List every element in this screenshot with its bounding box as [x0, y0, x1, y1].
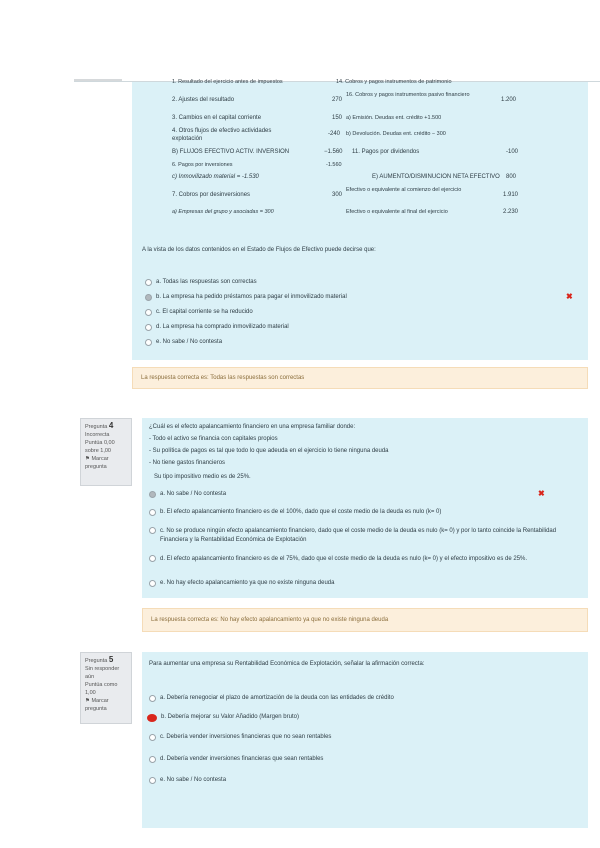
table-cell: 150 — [332, 115, 343, 121]
radio-button[interactable] — [149, 777, 156, 784]
answer-option-c[interactable]: c. El capital corriente se ha reducido — [145, 309, 253, 316]
answer-option-b[interactable]: b. El efecto apalancamiento financiero es de el 100%, dado que el coste medio de la deuda es nulo (k= 0) — [149, 509, 441, 516]
table-cell: E) AUMENTO/DISMINUCION NETA EFECTIVO — [372, 174, 500, 180]
answer-option-b[interactable]: b. La empresa ha pedido préstamos para pagar el inmovilizado material — [145, 294, 347, 301]
table-row: c) Inmovilizado material = -1.530 — [172, 174, 259, 180]
answer-option-a[interactable]: a. Debería renegociar el plazo de amortización de la deuda con las entidades de crédito — [149, 695, 394, 702]
question-label: Pregunta — [85, 658, 108, 664]
answer-option-e[interactable]: e. No hay efecto apalancamiento ya que no existe ninguna deuda — [149, 580, 334, 587]
question-status: Incorrecta — [85, 432, 110, 438]
radio-button[interactable] — [149, 509, 156, 516]
incorrect-icon: ✖ — [538, 489, 545, 498]
answer-option-b[interactable]: b. Debería mejorar su Valor Añadido (Margen bruto) — [147, 714, 299, 722]
table-cell: 300 — [332, 192, 343, 198]
table-row: 7. Cobros por desinversiones — [172, 192, 251, 198]
table-row: a) Empresas del grupo y asociadas = 300 — [172, 209, 274, 215]
question-number: 4 — [108, 421, 114, 430]
answer-option-d[interactable]: d. Debería vender inversiones financieras que sean rentables — [149, 756, 323, 763]
question-number: 5 — [108, 655, 114, 664]
table-row: 6. Pagos por inversiones — [172, 162, 233, 168]
radio-button[interactable] — [149, 580, 156, 587]
table-row: 2. Ajustes del resultado — [172, 97, 235, 103]
answer-option-e[interactable]: e. No sabe / No contesta — [145, 339, 222, 346]
question-4-panel — [142, 418, 588, 598]
question-text: - Su política de pagos es tal que todo lo que adeuda en el ejercicio lo tiene ninguna deuda — [149, 448, 389, 454]
feedback-box: La respuesta correcta es: No hay efecto apalancamiento ya que no existe ninguna deuda — [142, 608, 588, 632]
question-info-box — [80, 652, 132, 724]
table-cell: 270 — [332, 97, 343, 103]
table-row: B) FLUJOS EFECTIVO ACTIV. INVERSION — [172, 149, 290, 155]
table-row: 14. Cobros y pagos instrumentos de patrimonio — [336, 79, 452, 85]
answer-option-a[interactable]: a. Todas las respuestas son correctas — [145, 279, 257, 286]
radio-button[interactable] — [149, 555, 156, 562]
incorrect-icon: ✖ — [566, 292, 573, 301]
radio-button[interactable] — [149, 527, 156, 534]
answer-option-d[interactable]: d. La empresa ha comprado inmovilizado material — [145, 324, 289, 331]
table-cell: 1.200 — [501, 97, 517, 103]
radio-button[interactable] — [145, 279, 152, 286]
table-cell: -240 — [328, 131, 341, 137]
table-cell: b) Devolución. Deudas ent. crédito − 300 — [346, 131, 446, 137]
answer-option-c[interactable]: c. No se produce ningún efecto apalancamiento financiero, dado que el coste medio de la deuda es nulo (k= 0) y por lo tanto coincide la Rentabilidad Financiera y la Rentabilidad Económica de Explotación — [149, 527, 579, 545]
question-label: Pregunta — [85, 424, 108, 430]
table-cell: -100 — [506, 149, 519, 155]
radio-button[interactable] — [149, 734, 156, 741]
flag-icon: ⚑ — [85, 456, 90, 462]
flag-icon: ⚑ — [85, 698, 90, 704]
question-score: Puntúa 0,00 sobre 1,00 — [85, 440, 115, 454]
table-cell: Efectivo o equivalente al final del ejercicio — [346, 209, 448, 215]
question-text: Para aumentar una empresa su Rentabilidad Económica de Explotación, señalar la afirmación correcta: — [149, 661, 425, 667]
table-cell: 1.910 — [503, 192, 519, 198]
table-row: 3. Cambios en el capital corriente — [172, 115, 262, 121]
radio-button[interactable] — [145, 339, 152, 346]
table-row: 1. Resultado del ejercicio antes de impuestos — [172, 79, 283, 85]
feedback-box: La respuesta correcta es: Todas las respuestas son correctas — [132, 367, 588, 389]
table-cell: 16. Cobros y pagos instrumentos pasivo financiero — [346, 92, 470, 98]
flag-question-link[interactable]: ⚑ Marcar pregunta — [85, 456, 109, 470]
question-prev-panel — [132, 82, 588, 360]
question-text: ¿Cuál es el efecto apalancamiento financiero en una empresa familiar donde: — [149, 424, 356, 430]
question-text: A la vista de los datos contenidos en el Estado de Flujos de Efectivo puede decirse que: — [142, 247, 376, 253]
radio-button[interactable] — [145, 324, 152, 331]
radio-button[interactable] — [145, 309, 152, 316]
answer-option-d[interactable]: d. El efecto apalancamiento financiero es de el 75%, dado que el coste medio de la deuda es nulo (k= 0) y el efecto impositivo es de 25%. — [149, 555, 549, 564]
answer-option-a[interactable]: a. No sabe / No contesta — [149, 491, 226, 498]
table-cell: Efectivo o equivalente al comienzo del ejercicio — [346, 187, 462, 193]
question-info-box — [80, 418, 132, 486]
table-cell: 800 — [506, 174, 517, 180]
question-text: - Todo el activo se financia con capitales propios — [149, 436, 278, 442]
answer-option-e[interactable]: e. No sabe / No contesta — [149, 777, 226, 784]
table-cell: 2.230 — [503, 209, 519, 215]
table-cell: a) Emisión. Deudas ent. crédito +1.500 — [346, 115, 442, 121]
table-row: 4. Otros flujos de efectivo actividades explotación — [172, 128, 272, 142]
table-cell: -1.560 — [326, 162, 342, 168]
table-cell: −1.560 — [324, 149, 343, 155]
answer-option-c[interactable]: c. Debería vender inversiones financieras que no sean rentables — [149, 734, 331, 741]
question-status: Sin responder aún — [85, 666, 120, 680]
question-text: Su tipo impositivo medio es de 25%. — [154, 474, 251, 480]
question-score: Puntúa como 1,00 — [85, 682, 118, 696]
question-text: - No tiene gastos financieros — [149, 460, 226, 466]
radio-button[interactable] — [147, 714, 157, 722]
radio-button[interactable] — [149, 756, 156, 763]
radio-button[interactable] — [149, 695, 156, 702]
radio-button[interactable] — [145, 294, 152, 301]
radio-button[interactable] — [149, 491, 156, 498]
table-cell: 11. Pagos por dividendos — [352, 149, 420, 155]
flag-question-link[interactable]: ⚑ Marcar pregunta — [85, 698, 109, 712]
